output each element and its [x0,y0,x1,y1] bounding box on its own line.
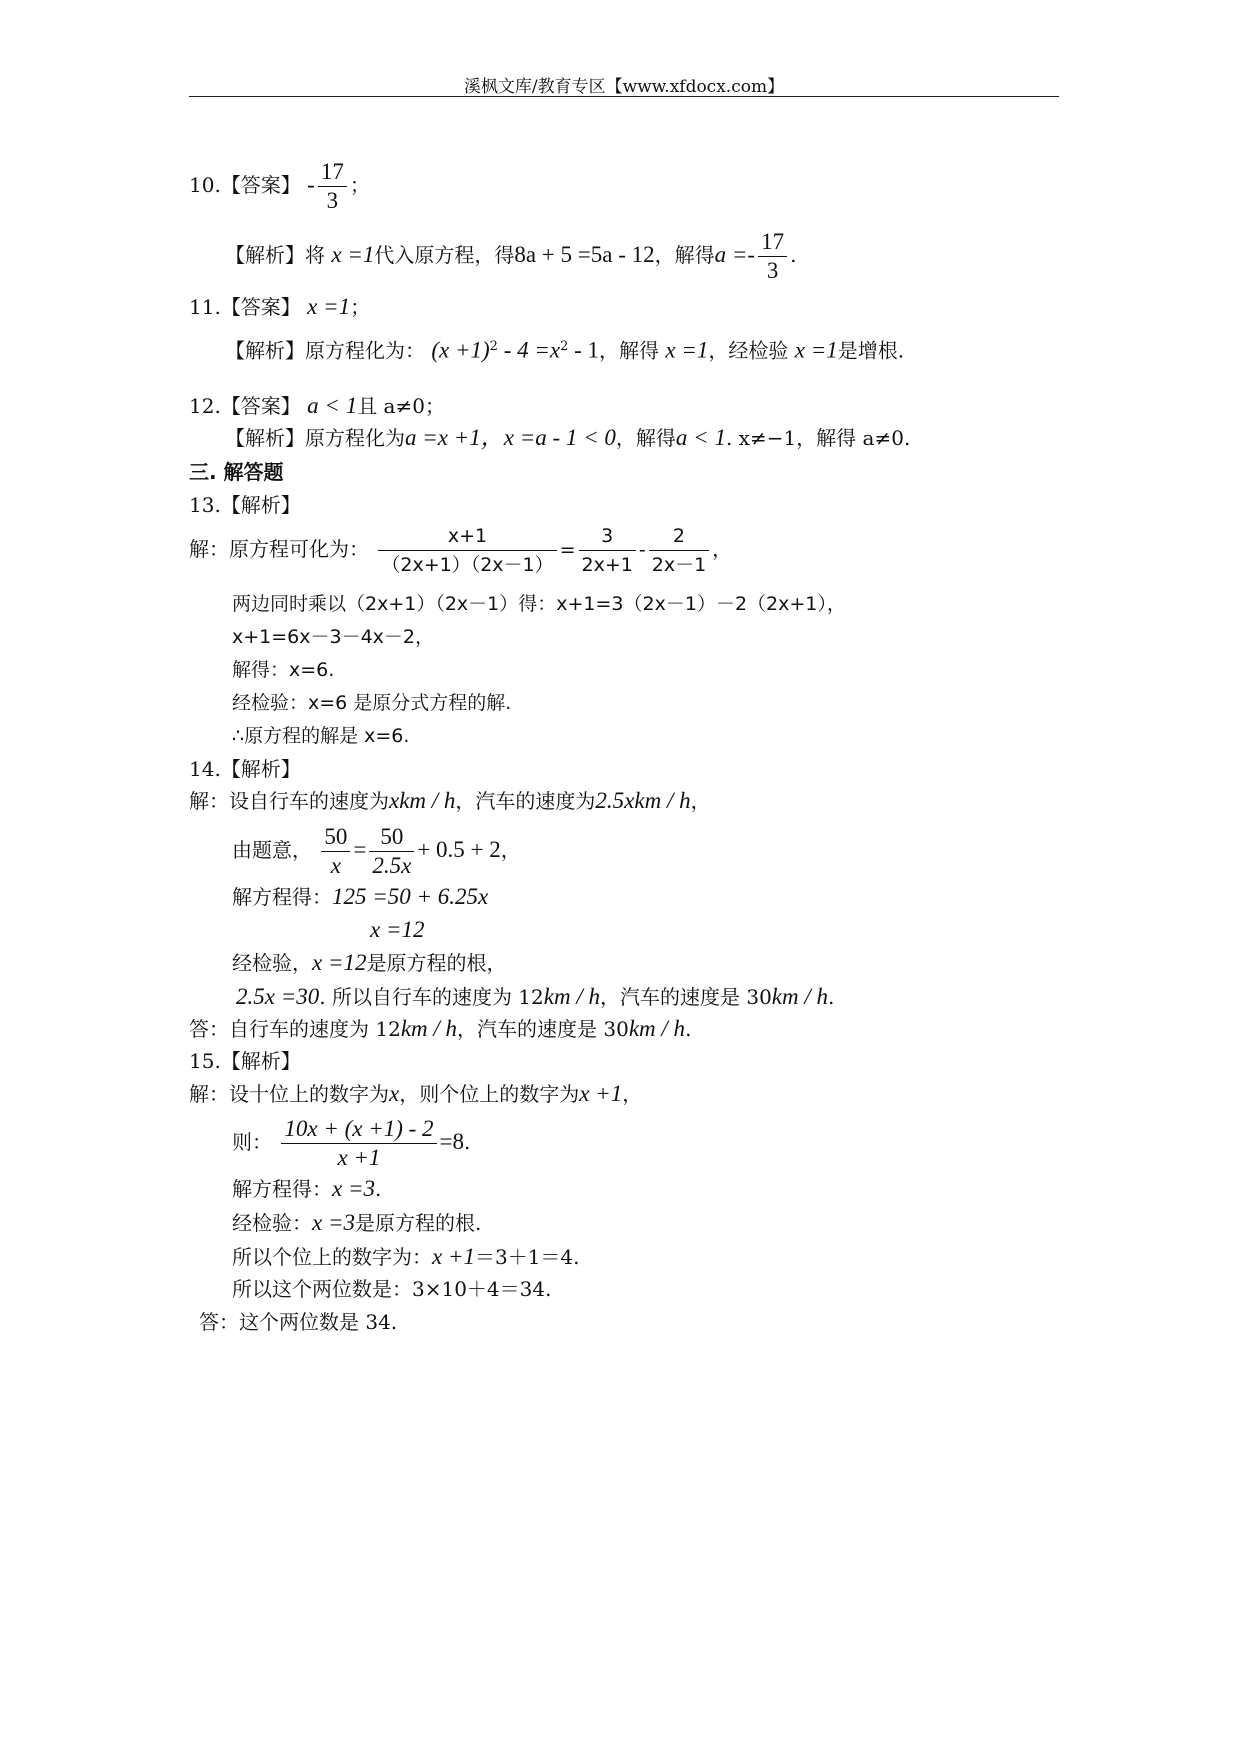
q15-math-5b: x +1 [432,1244,475,1269]
q11-number: 11. [189,295,221,319]
q15-math-4b: x =3 [312,1210,355,1235]
q11-answer-tag: 【答案】 [220,295,301,319]
q13-lead: 解：原方程可化为： [189,537,369,561]
q14-text-7b: ，汽车的速度是 30 [457,1017,629,1041]
q15-f-numerator: 10x + (x +1) - 2 [281,1115,436,1144]
q11-exp-2: 2 [560,339,569,354]
q14-math-6a: 2.5x =30 [236,984,320,1009]
q10-answer-line [189,158,370,215]
q15-var-x: x [389,1081,400,1106]
q14-fraction-2 [369,823,414,880]
q13-f2-numerator: 3 [579,522,636,551]
q11-text-1: 原方程化为： [305,338,425,363]
q10-end: . [790,243,797,267]
q15-math-3b: x =3 [332,1176,375,1201]
q14-text-7a: 答：自行车的速度为 12 [189,1017,401,1041]
q14-text-2: 由题意， [232,838,312,862]
q13-comma: ， [712,537,733,561]
q13-f2-denominator: 2x+1 [581,554,633,576]
q13-line-3: 解得：x=6. [232,659,335,681]
q13-equation-line [189,522,732,579]
q11-exp-1: 2 [489,339,498,354]
q14-f2-numerator: 50 [369,823,414,852]
q14-text-7c: . [685,1017,692,1041]
q12-answer-line [189,392,445,420]
q11-math-x1: x =1 [665,337,709,363]
q13-line-2: x+1=6x－3－4x－2， [232,626,435,648]
q14-number: 14. [189,757,221,781]
q13-minus: - [638,539,646,561]
q10-analysis-numerator: 17 [758,228,787,257]
q14-lead: 解：设自行车的速度为 [189,789,389,813]
q14-text-1: ，汽车的速度为 [455,789,596,813]
q15-line-3 [232,1175,381,1203]
q12-answer-math: a < 1 [307,393,358,418]
q14-text-5a: 经检验， [232,951,312,975]
q15-text-2: 则： [232,1130,272,1154]
q15-text-3c: . [374,1177,382,1201]
q14-line-4: x =12 [370,917,425,942]
q14-fraction-1 [321,823,350,880]
q14-f1-denominator: x [330,853,341,878]
q14-line-6 [236,983,834,1011]
q15-heading [189,1047,301,1075]
q10-math-x: x =1 [331,242,375,267]
q14-line-2 [232,823,521,880]
q12-text-3: ，解得 [615,426,676,450]
q14-unit-7a: km / h [400,1016,458,1041]
q15-tag: 【解析】 [220,1049,301,1073]
q15-equals-8: =8 [439,1129,465,1154]
q13-fraction-2 [579,522,636,579]
page-header: 溪枫文库/教育专区【www.xfdocx.com】 [463,77,785,97]
q10-answer-fraction [318,158,347,215]
q13-f1-denominator: （2x+1）（2x－1） [381,554,554,576]
q11-math-mid: - 4 =x [497,337,561,363]
q14-speed-1: xkm / h [389,788,456,813]
q12-number: 12. [189,394,221,418]
q15-text-4a: 经检验： [232,1211,312,1235]
q11-text-4: 是增根. [837,338,905,363]
q10-math-eq: 8a + 5 =5a - 12 [514,242,655,267]
q15-line-1 [189,1080,642,1108]
header-divider [189,96,1059,97]
q15-number: 15. [189,1049,221,1073]
q14-comma-1: ， [690,789,711,813]
q13-line-4: 经检验：x=6 是原分式方程的解. [232,692,512,714]
q12-text-1: 且 a≠0； [357,394,445,418]
q12-math-1: a =x +1，x =a - 1 < 0 [405,425,616,450]
q14-math-5b: x =12 [312,950,367,975]
q13-fraction-1 [378,522,556,579]
q13-fraction-3 [649,522,709,579]
q11-math-lhs: (x +1) [431,337,490,363]
q13-equals: = [559,539,576,561]
q15-var-x1: x +1 [579,1081,623,1106]
q15-line-6: 所以这个两位数是：3×10＋4＝34. [232,1277,552,1301]
q10-math-a: a =- [714,242,756,267]
q10-number: 10. [189,173,221,197]
q14-equals: = [353,837,367,862]
q14-unit-7b: km / h [628,1016,686,1041]
section-title: 三. 解答题 [189,460,284,484]
q11-text-3: ，经检验 [708,338,789,363]
q14-rest: + 0.5 + 2 [417,837,501,862]
q14-f2-denominator: 2.5x [372,853,412,878]
q15-line-4 [232,1209,481,1237]
q11-math-rhs: - 1 [568,337,600,363]
q13-f3-numerator: 2 [649,522,709,551]
q15-line-5 [232,1243,580,1271]
q14-comma-2: ， [500,838,521,862]
q13-tag: 【解析】 [220,493,301,517]
q14-text-6b: . 所以自行车的速度为 12 [319,985,544,1009]
q11-answer-line [189,293,370,321]
q10-frac-numerator: 17 [318,158,347,187]
q15-lead: 解：设十位上的数字为 [189,1082,389,1106]
q13-line-5: ∴原方程的解是 x=6. [232,725,410,747]
q10-sign: - [307,172,315,197]
q10-analysis-line [225,228,796,285]
q15-text-4c: 是原方程的根. [354,1211,482,1235]
q10-text-1: 将 [305,243,325,267]
q14-tag: 【解析】 [220,757,301,781]
q15-f-denominator: x +1 [337,1145,381,1170]
q14-f1-numerator: 50 [321,823,350,852]
q11-semicolon: ； [350,295,371,319]
q11-math-x2: x =1 [794,337,838,363]
q15-fraction [281,1115,436,1172]
q12-text-4: . x≠−1，解得 a≠0. [725,426,911,450]
q14-text-6c: ，汽车的速度是 30 [599,985,772,1009]
q12-analysis-tag: 【解析】 [225,426,305,450]
q11-analysis-line [225,333,904,365]
q15-text-5c: ＝3＋1＝4. [474,1245,580,1269]
q15-period: . [464,1130,471,1154]
q10-analysis-denominator: 3 [766,258,779,283]
q15-line-2 [232,1115,470,1172]
q14-heading [189,755,301,783]
q14-line-3 [232,883,488,911]
q15-text-3a: 解方程得： [232,1177,332,1201]
q15-text-5a: 所以个位上的数字为： [232,1245,432,1269]
q10-analysis-tag: 【解析】 [225,243,305,267]
q15-text-1: ，则个位上的数字为 [399,1082,580,1106]
q10-analysis-fraction [758,228,787,285]
q10-tail: ； [349,173,370,197]
q10-text-2: 代入原方程，得 [374,243,515,267]
q11-analysis-tag: 【解析】 [225,338,305,363]
q13-line-1: 两边同时乘以（2x+1）（2x－1）得：x+1=3（2x－1）－2（2x+1）， [232,593,846,615]
q15-line-7: 答：这个两位数是 34. [199,1310,398,1334]
q15-comma: ， [622,1082,643,1106]
q13-heading [189,491,301,519]
q14-line-5 [232,949,506,977]
q14-text-6d: . [828,985,835,1009]
q10-answer-tag: 【答案】 [220,173,301,197]
q14-line-7 [189,1015,691,1043]
q12-answer-tag: 【答案】 [220,394,301,418]
q13-number: 13. [189,493,221,517]
q13-f3-denominator: 2x－1 [651,554,707,576]
q11-text-2: ，解得 [599,338,660,363]
q10-text-3: ，解得 [654,243,715,267]
q13-f1-numerator: x+1 [378,522,556,551]
q12-analysis-line [225,424,910,452]
q14-text-3: 解方程得： [232,885,332,909]
q14-equation: 125 =50 + 6.25x [332,884,489,909]
q11-answer-math: x =1 [307,294,351,319]
q14-unit-6b: km / h [771,984,829,1009]
q14-text-5c: 是原方程的根， [366,951,507,975]
q14-unit-6a: km / h [543,984,600,1009]
q14-speed-2: 2.5xkm / h [595,788,691,813]
q14-line-1 [189,787,711,815]
q12-math-2: a < 1 [675,425,726,450]
q12-text-2: 原方程化为 [305,426,405,450]
q10-frac-denominator: 3 [326,188,339,213]
